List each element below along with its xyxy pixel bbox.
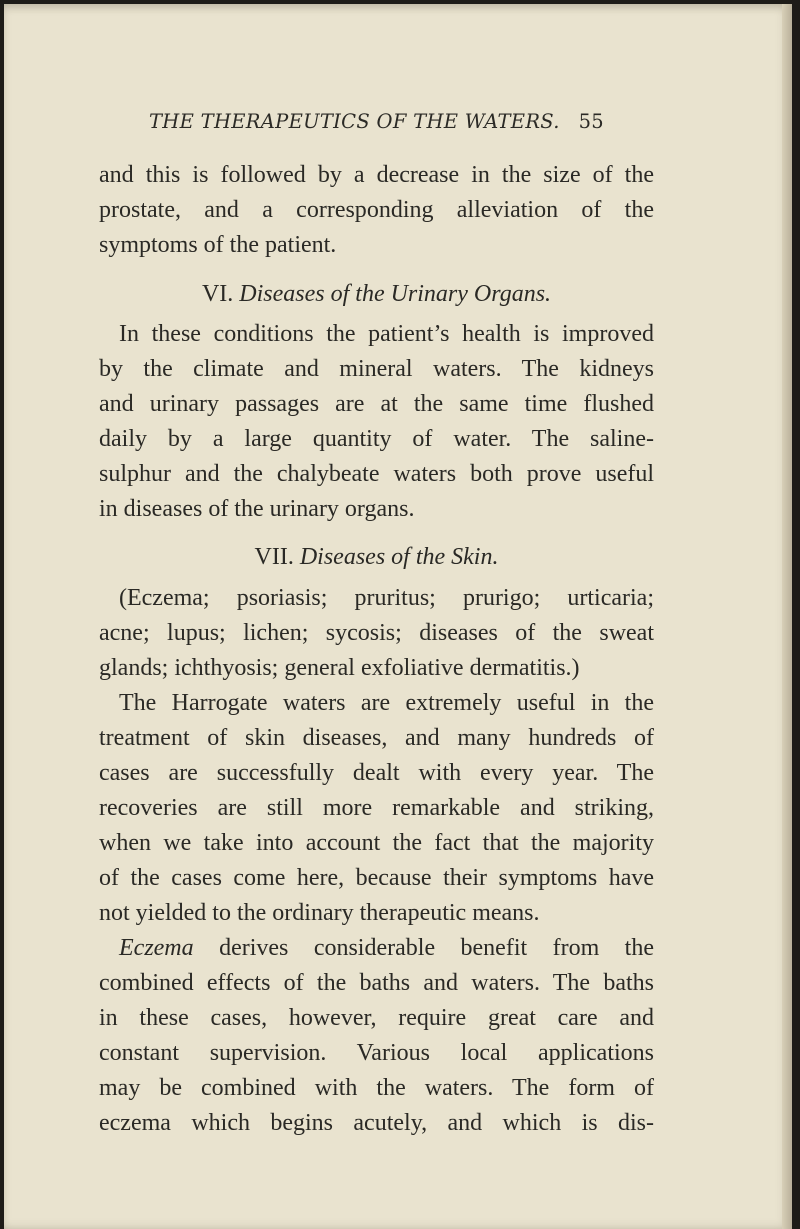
section-heading-vii <box>99 539 654 575</box>
text-line: of the cases come here, because their symptoms have <box>99 865 654 891</box>
text-line: in these cases, however, require great care and <box>99 1005 654 1031</box>
page-number: 55 <box>578 110 604 133</box>
text-line: combined effects of the baths and waters. The baths <box>99 970 654 996</box>
section-heading-vi <box>99 276 654 312</box>
text-line: treatment of skin diseases, and many hundreds of <box>99 725 654 751</box>
running-header <box>149 110 604 142</box>
text-line: daily by a large quantity of water. The saline- <box>99 426 654 452</box>
text-line: sulphur and the chalybeate waters both prove useful <box>99 461 654 487</box>
text-line: recoveries are still more remarkable and striking, <box>99 795 654 821</box>
text-line: In these conditions the patient’s health is improved <box>119 321 654 347</box>
text-line: not yielded to the ordinary therapeutic means. <box>99 900 540 926</box>
section-title: Diseases of the Urinary Organs. <box>239 281 552 307</box>
text-line: may be combined with the waters. The form of <box>99 1075 654 1101</box>
text-line: in diseases of the urinary organs. <box>99 496 415 522</box>
text-fragment: derives considerable benefit from the <box>219 935 655 961</box>
text-line: and urinary passages are at the same time flushed <box>99 391 654 417</box>
text-line: by the climate and mineral waters. The kidneys <box>99 356 654 382</box>
text-line: prostate, and a corresponding alleviation of the <box>99 197 654 223</box>
section-number: VII. <box>254 544 294 570</box>
page-edge <box>782 4 792 1229</box>
running-title: THE THERAPEUTICS OF THE WATERS. <box>149 110 560 133</box>
text-line: glands; ichthyosis; general exfoliative dermatitis.) <box>99 655 580 681</box>
text-line: constant supervision. Various local applications <box>99 1040 654 1066</box>
text-line <box>119 930 654 966</box>
text-line: eczema which begins acutely, and which is dis- <box>99 1110 654 1136</box>
text-line: symptoms of the patient. <box>99 232 337 258</box>
text-line: (Eczema; psoriasis; pruritus; prurigo; urticaria; <box>119 585 654 611</box>
section-title: Diseases of the Skin. <box>299 544 499 570</box>
text-line: when we take into account the fact that the majority <box>99 830 654 856</box>
text-line: and this is followed by a decrease in the size of the <box>99 162 654 188</box>
text-line: The Harrogate waters are extremely useful in the <box>119 690 654 716</box>
section-number: VI. <box>201 281 234 307</box>
eczema-term: Eczema <box>119 935 194 961</box>
text-line: acne; lupus; lichen; sycosis; diseases of the sweat <box>99 620 654 646</box>
book-page <box>4 4 792 1229</box>
text-line: cases are successfully dealt with every year. The <box>99 760 654 786</box>
